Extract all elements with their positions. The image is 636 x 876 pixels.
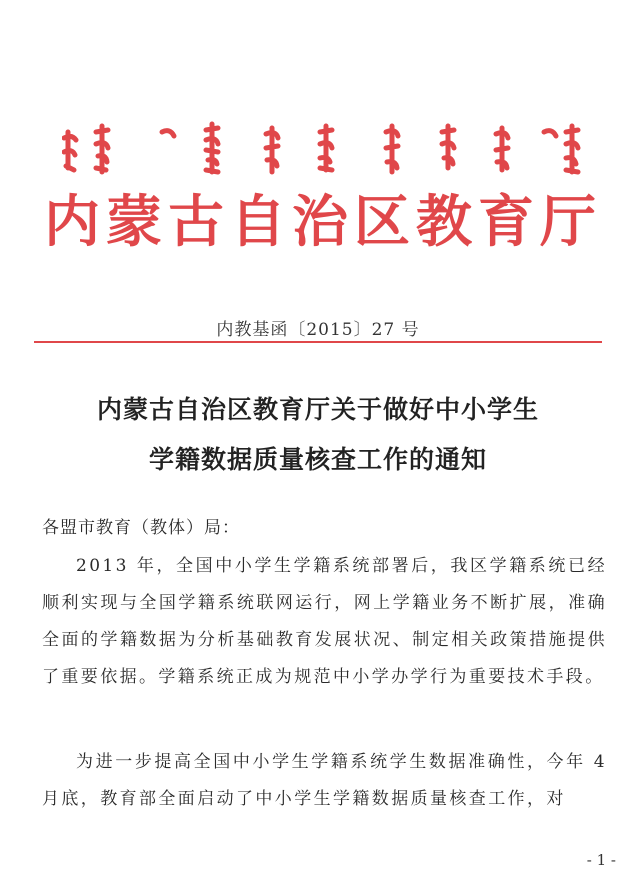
mongolian-script-header	[62, 118, 582, 178]
salutation: 各盟市教育（教体）局：	[42, 518, 240, 538]
page-number: - 1 -	[586, 851, 616, 869]
red-divider	[34, 341, 602, 343]
body-paragraph-1: 2013 年，全国中小学生学籍系统部署后，我区学籍系统已经顺利实现与全国学籍系统联网运行，网上学籍业务不断扩展，准确全面的学籍数据为分析基础教育发展状况、制定相关政策措施提供了重要依据。学籍系统正成为规范中小学办学行为重要技术手段。	[42, 556, 607, 687]
notice-title-line-2: 学籍数据质量核查工作的通知	[148, 445, 487, 474]
mongolian-script-glyphs	[62, 118, 582, 178]
agency-name-heading: 内蒙古自治区教育厅	[44, 189, 602, 255]
body-paragraph-2: 为进一步提高全国中小学生学籍系统学生数据准确性，今年 4 月底，教育部全面启动了中小学生学籍数据质量核查工作，对	[42, 752, 607, 809]
notice-title-line-1: 内蒙古自治区教育厅关于做好中小学生	[96, 395, 539, 424]
document-number: 内教基函〔2015〕27 号	[216, 320, 420, 340]
